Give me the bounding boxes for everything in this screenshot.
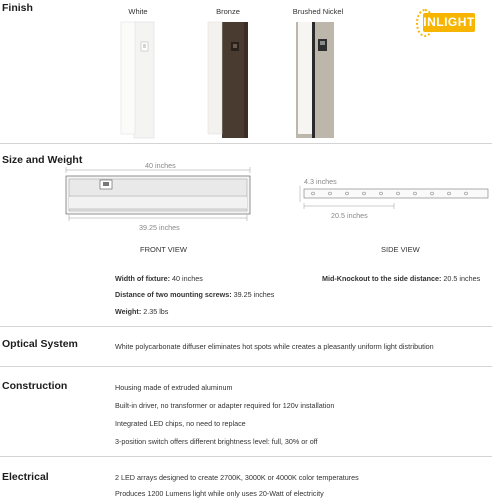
side-view-caption: SIDE VIEW xyxy=(381,245,420,254)
spec-screws xyxy=(115,290,274,299)
spec-screws-value: 39.25 inches xyxy=(231,290,275,299)
finish-bronze-label: Bronze xyxy=(216,7,240,16)
construction-item: Housing made of extruded aluminum xyxy=(115,383,233,392)
construction-item: Integrated LED chips, no need to replace xyxy=(115,419,246,428)
spec-weight xyxy=(115,307,168,316)
spec-knockout-label: Mid-Knockout to the side distance: xyxy=(322,274,442,283)
construction-item: Built-in driver, no transformer or adapter required for 120v installation xyxy=(115,401,335,410)
front-view-caption: FRONT VIEW xyxy=(140,245,187,254)
bronze-fixture-image xyxy=(208,22,248,138)
spec-weight-label: Weight: xyxy=(115,307,142,316)
spec-knockout xyxy=(322,274,480,283)
electrical-heading: Electrical xyxy=(2,471,49,483)
front-screw-label: 39.25 inches xyxy=(139,223,180,232)
divider-4 xyxy=(0,456,492,457)
spec-width xyxy=(115,274,203,283)
divider-2 xyxy=(0,326,492,327)
spec-knockout-value: 20.5 inches xyxy=(441,274,481,283)
front-view-diagram xyxy=(0,155,492,275)
inlight-logo: INLIGHT xyxy=(423,13,475,32)
nickel-fixture-image xyxy=(296,22,334,138)
divider-1 xyxy=(0,143,492,144)
size-heading: Size and Weight xyxy=(2,154,83,166)
spec-width-value: 40 inches xyxy=(170,274,203,283)
side-view-drawing xyxy=(300,186,488,209)
electrical-item: Produces 1200 Lumens light while only uses 20-Watt of electricity xyxy=(115,489,324,498)
finish-nickel-label: Brushed Nickel xyxy=(292,7,344,16)
side-knockout-label: 20.5 inches xyxy=(331,211,368,220)
side-height-label: 4.3 inches xyxy=(304,177,337,186)
optical-heading: Optical System xyxy=(2,338,78,350)
finish-white-label: White xyxy=(128,7,148,16)
front-width-label: 40 inches xyxy=(145,161,176,170)
divider-3 xyxy=(0,366,492,367)
finish-heading: Finish xyxy=(2,2,33,14)
front-view-drawing xyxy=(66,167,250,221)
white-fixture-image xyxy=(121,22,154,138)
construction-heading: Construction xyxy=(2,380,68,392)
optical-text: White polycarbonate diffuser eliminates hot spots while creates a pleasantly uniform light distribution xyxy=(115,342,434,351)
electrical-item: 2 LED arrays designed to create 2700K, 3000K or 4000K color temperatures xyxy=(115,473,359,482)
construction-item: 3-position switch offers different brightness level: full, 30% or off xyxy=(115,437,318,446)
spec-weight-value: 2.35 lbs xyxy=(141,307,169,316)
spec-screws-label: Distance of two mounting screws: xyxy=(115,290,232,299)
spec-width-label: Width of fixture: xyxy=(115,274,171,283)
